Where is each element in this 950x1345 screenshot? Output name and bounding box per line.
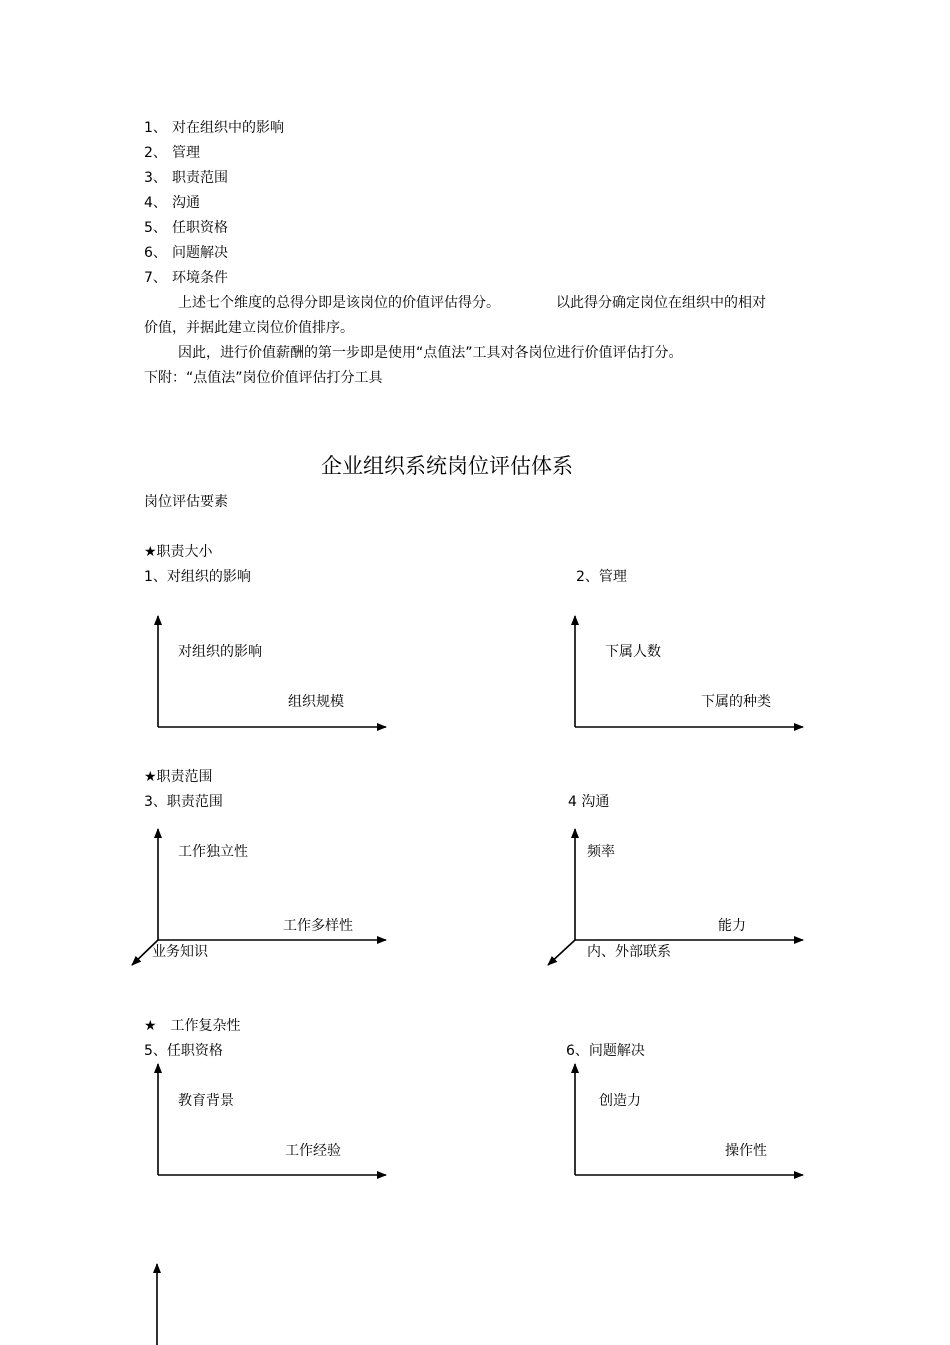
- paragraph-line: 价值，并据此建立岗位价值排序。: [144, 320, 354, 336]
- list-item: 管理: [172, 145, 200, 161]
- y-axis-label: 工作独立性: [178, 844, 248, 860]
- list-item: 对在组织中的影响: [172, 120, 284, 136]
- z-axis-label: 内、外部联系: [587, 944, 671, 960]
- paragraph-line: 下附：“点值法”岗位价值评估打分工具: [144, 370, 383, 386]
- y-axis-label: 下属人数: [605, 644, 661, 660]
- section-heading: ★职责范围: [144, 769, 213, 785]
- x-axis-label: 工作经验: [285, 1143, 341, 1159]
- list-item: 环境条件: [172, 270, 228, 286]
- list-item-number: 7、: [144, 270, 167, 286]
- list-item-number: 4、: [144, 195, 167, 211]
- x-axis-label: 能力: [718, 918, 746, 934]
- paragraph-line: 以此得分确定岗位在组织中的相对: [556, 295, 766, 311]
- section-heading: ★职责大小: [144, 544, 213, 560]
- list-item: 问题解决: [172, 245, 228, 261]
- x-axis-label: 操作性: [725, 1143, 767, 1159]
- paragraph-line: 上述七个维度的总得分即是该岗位的价值评估得分。: [178, 295, 500, 311]
- x-axis-label: 下属的种类: [701, 694, 771, 710]
- section-subtitle: 岗位评估要素: [144, 494, 228, 510]
- diagram-title: 6、问题解决: [566, 1043, 645, 1059]
- section-heading: ★ 工作复杂性: [144, 1018, 241, 1034]
- page-title: 企业组织系统岗位评估体系: [321, 454, 573, 478]
- list-item-number: 3、: [144, 170, 167, 186]
- list-item-number: 2、: [144, 145, 167, 161]
- list-item-number: 6、: [144, 245, 167, 261]
- z-axis: [548, 940, 575, 965]
- y-axis-label: 教育背景: [178, 1093, 234, 1109]
- x-axis-label: 组织规模: [288, 694, 344, 710]
- list-item: 职责范围: [172, 170, 228, 186]
- list-item-number: 1、: [144, 120, 167, 136]
- z-axis-label: 业务知识: [152, 944, 208, 960]
- list-item: 任职资格: [172, 220, 228, 236]
- y-axis-label: 创造力: [599, 1093, 641, 1109]
- diagram-title: 3、职责范围: [144, 794, 223, 810]
- x-axis-label: 工作多样性: [283, 918, 353, 934]
- diagram-title: 2、管理: [576, 569, 627, 585]
- diagram-title: 1、对组织的影响: [144, 569, 251, 585]
- y-axis-label: 对组织的影响: [178, 644, 262, 660]
- y-axis-label: 频率: [587, 844, 615, 860]
- diagram-title: 5、任职资格: [144, 1043, 223, 1059]
- list-item-number: 5、: [144, 220, 167, 236]
- paragraph-line: 因此，进行价值薪酬的第一步即是使用“点值法”工具对各岗位进行价值评估打分。: [178, 345, 683, 361]
- diagram-title: 4 沟通: [568, 794, 610, 810]
- list-item: 沟通: [172, 195, 200, 211]
